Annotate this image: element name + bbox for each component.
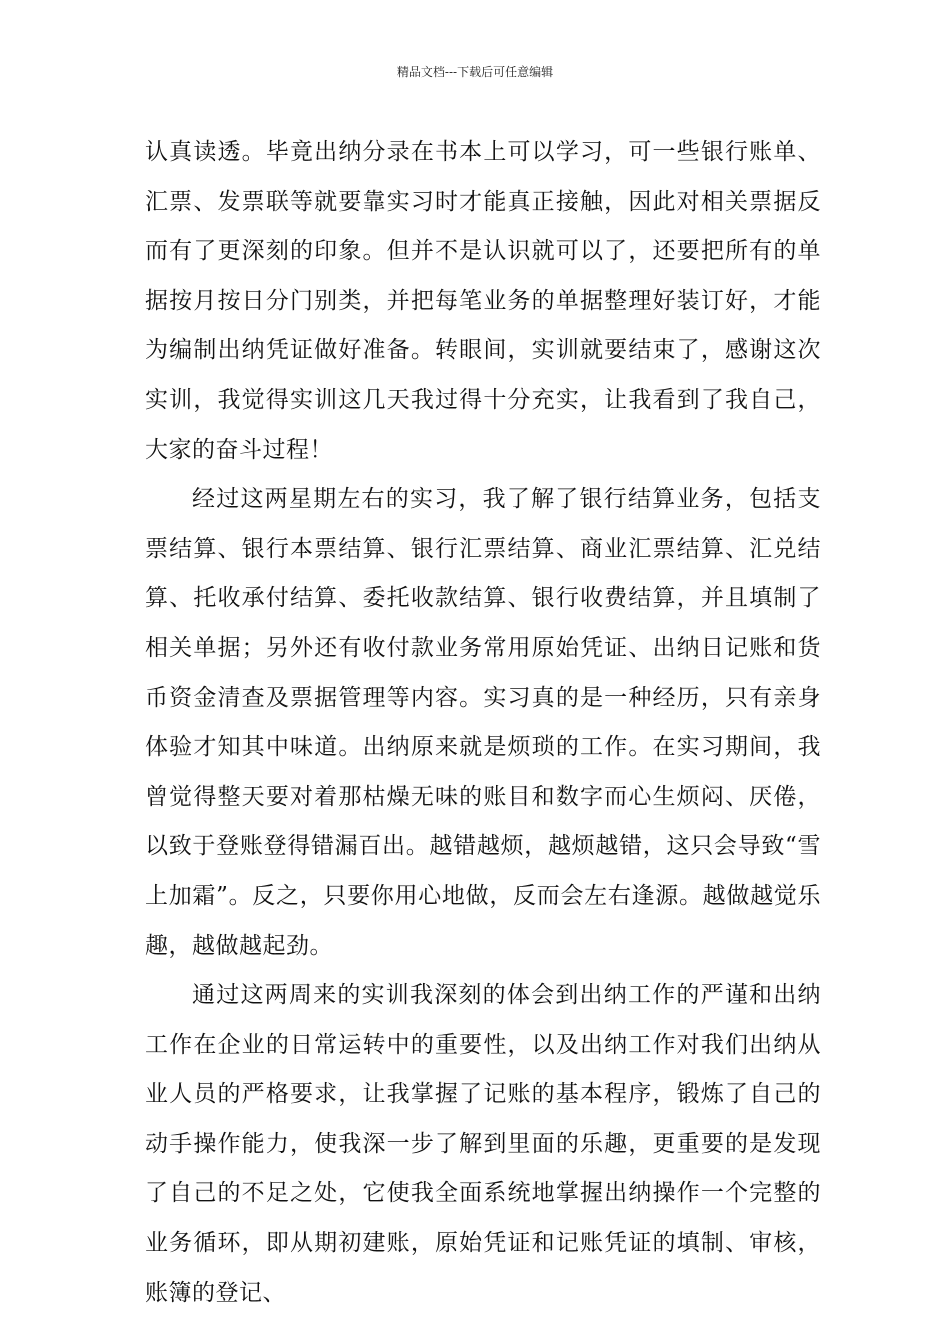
document-body (145, 128, 821, 1318)
page-header: 精品文档---下载后可任意编辑 (396, 65, 554, 79)
paragraph-continuation: 认真读透。毕竟出纳分录在书本上可以学习，可一些银行账单、汇票、发票联等就要靠实习时才能真正接触，因此对相关票据反而有了更深刻的印象。但并不是认识就可以了，还要把所有的单据按月按日分门别类，并把每笔业务的单据整理好装订好，才能为编制出纳凭证做好准备。转眼间，实训就要结束了，感谢这次实训，我觉得实训这几天我过得十分充实，让我看到了我自己，大家的奋斗过程！ (145, 139, 821, 463)
paragraph-internship-summary: 经过这两星期左右的实习，我了解了银行结算业务，包括支票结算、银行本票结算、银行汇票结算、商业汇票结算、汇兑结算、托收承付结算、委托收款结算、银行收费结算，并且填制了相关单据；另外还有收付款业务常用原始凭证、出纳日记账和货币资金清查及票据管理等内容。实习真的是一种经历，只有亲身体验才知其中味道。出纳原来就是烦琐的工作。在实习期间，我曾觉得整天要对着那枯燥无味的账目和数字而心生烦闷、厌倦，以致于登账登得错漏百出。越错越烦，越烦越错，这只会导致“雪上加霜”。反之，只要你用心地做，反而会左右逢源。越做越觉乐趣，越做越起劲。 (145, 486, 821, 959)
paragraph-training-reflection: 通过这两周来的实训我深刻的体会到出纳工作的严谨和出纳工作在企业的日常运转中的重要性，以及出纳工作对我们出纳从业人员的严格要求，让我掌握了记账的基本程序，锻炼了自己的动手操作能力，使我深一步了解到里面的乐趣，更重要的是发现了自己的不足之处，它使我全面系统地掌握出纳操作一个完整的业务循环，即从期初建账，原始凭证和记账凭证的填制、审核，账簿的登记、 (145, 982, 821, 1306)
